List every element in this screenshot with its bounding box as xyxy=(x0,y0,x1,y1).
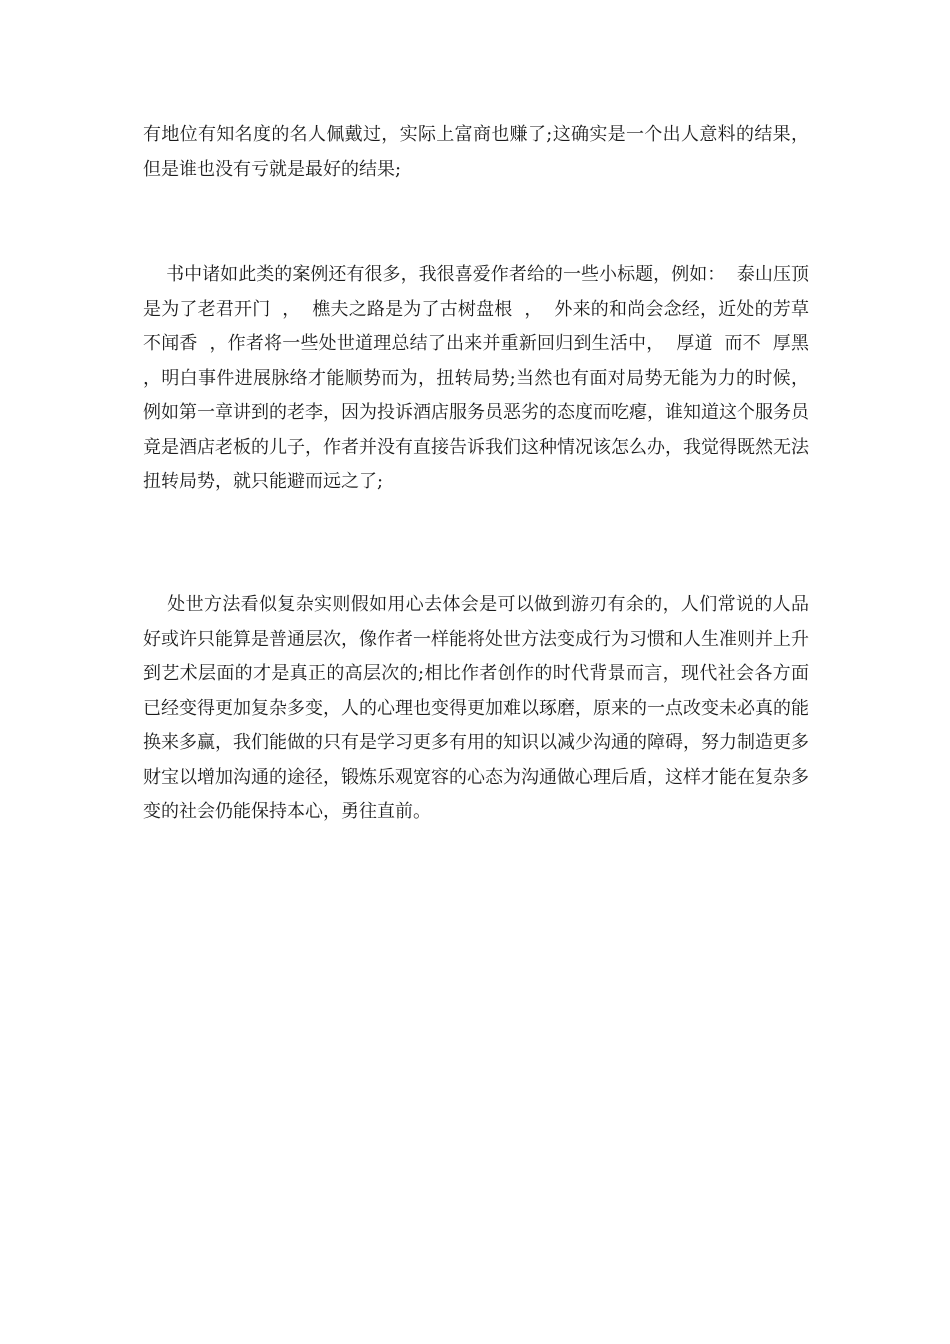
paragraph-case-examples: 书中诸如此类的案例还有很多，我很喜爱作者给的一些小标题，例如： 泰山压顶是为了老君开门 ， 樵夫之路是为了古树盘根 ， 外来的和尚会念经，近处的芳草不闻香 ，作者将一些处世道理总结了出来并重新回归到生活中， 厚道 而不 厚黑 ，明白事件进展脉络才能顺势而为，扭转局势;当然也有面对局势无能为力的时候，例如第一章讲到的老李，因为投诉酒店服务员恶劣的态度而吃瘪，谁知道这个服务员竟是酒店老板的儿子，作者并没有直接告诉我们这种情况该怎么办，我觉得既然无法扭转局势，就只能避而远之了; xyxy=(143,264,821,492)
paragraph-continuation: 有地位有知名度的名人佩戴过，实际上富商也赚了;这确实是一个出人意料的结果，但是谁也没有亏就是最好的结果; xyxy=(143,124,809,180)
paragraph-conclusion: 处世方法看似复杂实则假如用心去体会是可以做到游刃有余的，人们常说的人品好或许只能算是普通层次，像作者一样能将处世方法变成行为习惯和人生准则并上升到艺术层面的才是真正的高层次的;相比作者创作的时代背景而言，现代社会各方面已经变得更加复杂多变，人的心理也变得更加难以琢磨，原来的一点改变未必真的能换来多赢，我们能做的只有是学习更多有用的知识以减少沟通的障碍，努力制造更多财宝以增加沟通的途径，锻炼乐观宽容的心态为沟通做心理后盾，这样才能在复杂多变的社会仍能保持本心，勇往直前。 xyxy=(143,594,810,822)
